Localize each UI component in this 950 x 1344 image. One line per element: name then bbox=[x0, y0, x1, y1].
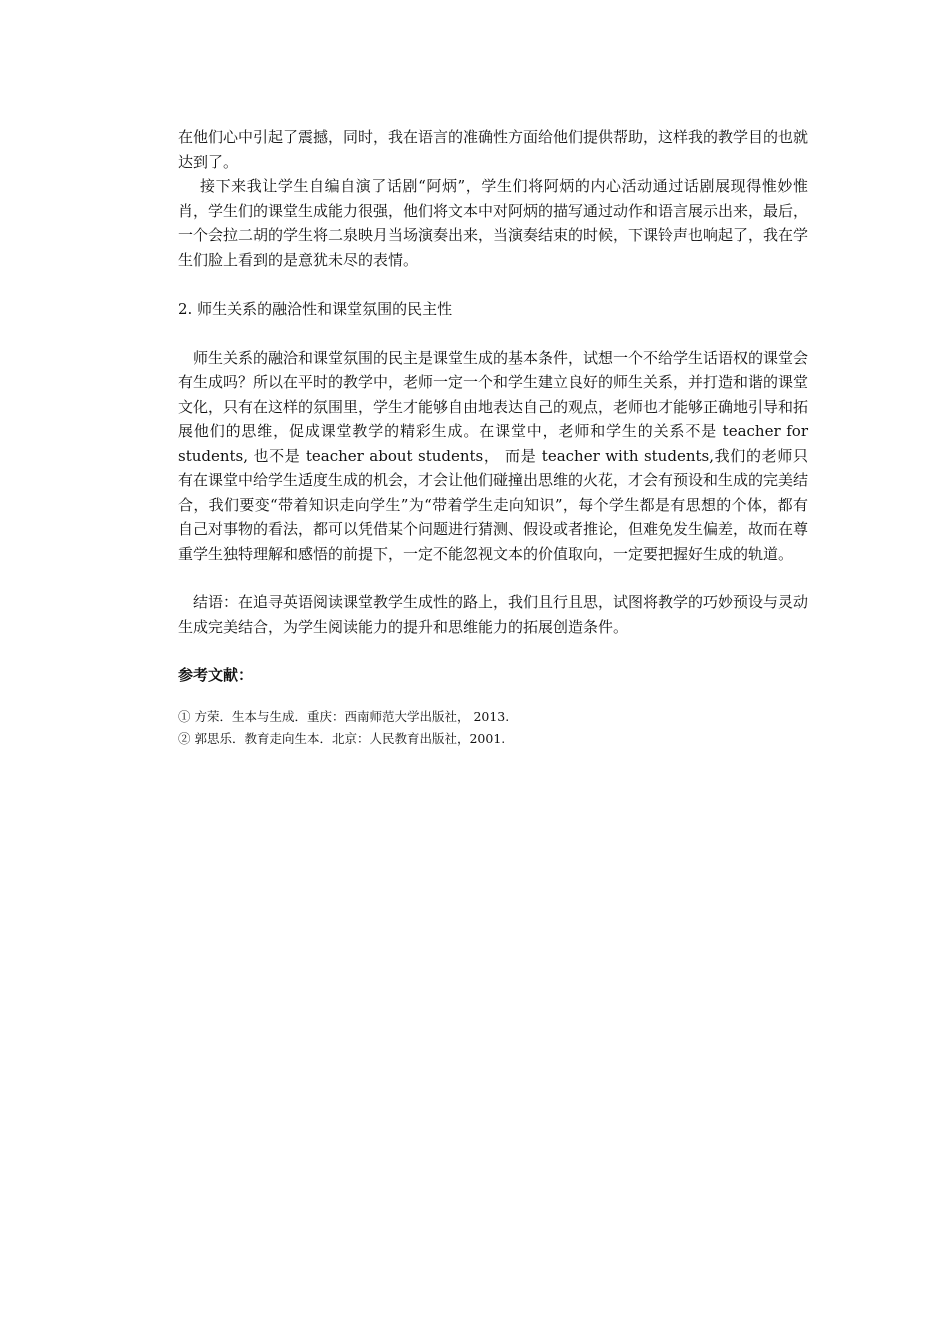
paragraph-conclusion: 结语：在追寻英语阅读课堂教学生成性的路上，我们且行且思，试图将教学的巧妙预设与灵动生成完美结合，为学生阅读能力的提升和思维能力的拓展创造条件。 bbox=[178, 593, 809, 636]
reference-item: ② 郭思乐．教育走向生本．北京：人民教育出版社，2001. bbox=[178, 730, 506, 746]
references-title: 参考文献： bbox=[178, 666, 254, 684]
paragraph-relationship: 师生关系的融洽和课堂氛围的民主是课堂生成的基本条件，试想一个不给学生话语权的课堂会有生成吗？所以在平时的教学中，老师一定一个和学生建立良好的师生关系，并打造和谐的课堂文化，只有在这样的氛围里，学生才能够自由地表达自己的观点，老师也才能够正确地引导和拓展他们的思维，促成课堂教学的精彩生成。在课堂中，老师和学生的关系不是 teacher for students, 也不是 teacher about students， 而是 teacher with students,我们的老师只有在课堂中给学生适度生成的机会，才会让他们碰撞出思维的火花，才会有预设和生成的完美结合，我们要变“带着知识走向学生”为“带着学生走向知识”，每个学生都是有思想的个体，都有自己对事物的看法，都可以凭借某个问题进行猜测、假设或者推论，但难免发生偏差，故而在尊重学生独特理解和感悟的前提下，一定不能忽视文本的价值取向，一定要把握好生成的轨道。 bbox=[178, 348, 809, 563]
paragraph-drama: 接下来我让学生自编自演了话剧“阿炳”，学生们将阿炳的内心活动通过话剧展现得惟妙惟肖，学生们的课堂生成能力很强，他们将文本中对阿炳的描写通过动作和语言展示出来，最后，一个会拉二胡的学生将二泉映月当场演奏出来，当演奏结束的时候，下课铃声也响起了，我在学生们脸上看到的是意犹未尽的表情。 bbox=[178, 177, 809, 269]
references-list bbox=[178, 706, 808, 750]
section-heading: 2. 师生关系的融洽性和课堂氛围的民主性 bbox=[178, 300, 453, 318]
reference-item: ① 方荣．生本与生成．重庆：西南师范大学出版社， 2013. bbox=[178, 708, 510, 724]
paragraph-continuation: 在他们心中引起了震撼，同时，我在语言的准确性方面给他们提供帮助，这样我的教学目的也就达到了。 bbox=[178, 128, 809, 171]
document-body bbox=[178, 125, 808, 750]
